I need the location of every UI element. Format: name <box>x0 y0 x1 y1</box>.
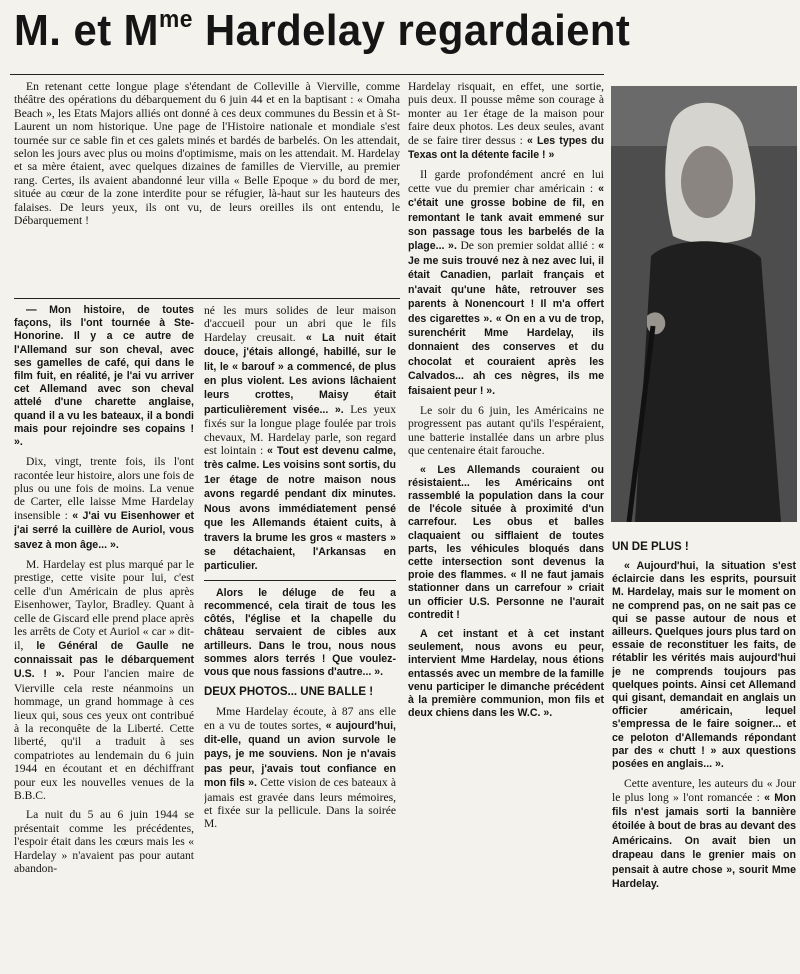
col2-p3-text: Mme Hardelay écoute, à 87 ans elle en a vu de toutes sortes, <box>204 705 396 732</box>
coat-shape <box>635 241 781 522</box>
col3-p2-text: Il garde profondément ancré en lui cette vue du premier char américain : <box>408 168 604 195</box>
col1-p3-cont: Pour l'ancien maire de Vierville cela reste néanmoins un hommage, un grand hommage à ces lieux qui, sous ces yeux ont contribué à la reconquête de la Liberté. Cette liberté, qu'il a traduit à ses compatriotes au lendemain du 6 juin 1944 en écoutant et en déchiffrant pour eux les nouvelles venues de la B.B.C. <box>14 667 194 802</box>
col3-p2-cont: De son premier soldat allié : <box>460 239 595 253</box>
column-4 <box>612 536 796 972</box>
col3-quote3: « Les Allemands couraient ou résistaient... les Américains ont rassemblé la population dans la cour de l'école située à proximité d'un carrefour. Les obus et balles claquaient ou sifflaient de toutes parts, les véhicules bloqués dans cette intersection sont devenus la proie des flammes. « Il ne faut jamais stationner dans un carrefour » criait un officier U.S. Personne ne l'aurait contredit ! <box>408 463 604 621</box>
col2-subheading: DEUX PHOTOS... UNE BALLE ! <box>204 686 374 699</box>
col4-p2-quote: « Mon fils n'est jamais sorti la bannière étoilée à bout de bras au devant des Américains. On avait bien un drapeau dans le grenier mais on pensait à autre chose », sourit Mme Hardelay. <box>612 791 796 891</box>
col2-paragraph-3 <box>204 705 396 831</box>
col2-quote2: Alors le déluge de feu a recommencé, cela tirait de tous les côtés, l'église et la chapelle du château servaient de cibles aux artilleurs. Dans le trou, nous nous sommes alors terrés ! Que voulez-vous que nous fassions d'autre... ». <box>204 586 396 678</box>
intro-paragraph <box>14 80 400 294</box>
col1-p3-text: M. Hardelay est plus marqué par le prestige, cette visite pour lui, c'est celle d'un Américain de plus après Eisenhower, Taylor, Bradley. Quant à celle de Giscard elle prend place après les arrêts de Coty et Auriol « car » dit-il, <box>14 558 194 652</box>
col3-paragraph-3: Le soir du 6 juin, les Américains ne progressent pas autant qu'ils l'espéraient, une batterie installée dans un arbre plus que centenaire était farouche. <box>408 403 604 458</box>
col1-paragraph-4: La nuit du 5 au 6 juin 1944 se présentait comme les précédentes, l'espoir était dans les cœurs mais les « Hardelay » n'avaient pas pour autant abandon- <box>14 808 194 876</box>
column-2 <box>204 304 396 972</box>
col3-p1-text: Hardelay risquait, en effet, une sortie, puis deux. Il pousse même son courage à monter au 1er étage de la maison pour faire deux photos. Les deux seules, avant de se faire tirer dessus : <box>408 80 604 147</box>
headline <box>14 6 755 68</box>
col3-p2-quote2: « Je me suis trouvé nez à nez avec lui, il était Canadien, parlait français et n'avait qu'une hâte, retrouver ses parents à Nonencourt ! Il m'a offert des cigarettes ». « On en a vu de trop, surenchérit Mme Hardelay, ils donnaient des conserves et du chocolat et couraient après les Calvados... ah ces nègres, ils me faisaient peur ! ». <box>408 240 604 397</box>
headline-part1: M. et M <box>14 6 159 55</box>
col1-quote: — Mon histoire, de toutes façons, ils l'ont tournée à Ste-Honorine. Il y a ce autre de l'Allemand sur son cheval, avec ses gamelles de café, qui dans le film fuit, en réalité, je l'ai vu arriver cet Allemand avec son cheval attelé d'une charette anglaise, quand il a vu les bateaux, il a bondi mais pour rejoindre ses copains ! ». <box>14 304 194 449</box>
column-3 <box>408 80 604 972</box>
column-1 <box>14 304 194 972</box>
col4-paragraph-2 <box>612 777 796 891</box>
intro-text: En retenant cette longue plage s'étendant de Colleville à Vierville, comme théâtre des opérations du débarquement du 6 juin 44 et en la baptisant : « Omaha Beach », les Etats Majors alliés ont donné à ces deux communes du Bessin et à St-Laurent un nom historique. Une page de l'Histoire nationale et mondiale s'est tournée sur ce sable fin et ces galets minés et bardés de barbelés. On les attendait, selon les jours avec plus ou moins d'optimisme, mais on les attendait. M. Hardelay et sa mère étaient, avec quelques dizaines de familles de Vierville, au premier rang. Certes, ils avaient abandonné leur villa « Belle Epoque » du bord de mer, située au cœur de la zone interdite pour se réfugier, là-haut sur les hauteurs des falaises. De leurs yeux, ils ont vu, de leurs oreilles ils ont entendu, le Débarquement ! <box>14 80 400 228</box>
face-shape <box>681 146 733 218</box>
col2-p1-cont: Les yeux fixés sur la longue plage foulée par trois chevaux, M. Hardelay parle, son regard est lointain : <box>204 402 396 458</box>
headline-part2: Hardelay regardaient <box>192 6 631 55</box>
col1-p2-text: Dix, vingt, trente fois, ils l'ont racontée leur histoire, alors une fois de plus ou une fois de moins. La venue de Carter, elle laisse Mme Hardelay insensible : <box>14 455 194 522</box>
col4-p2-text: Cette aventure, les auteurs du « Jour le plus long » l'ont romancée : <box>612 777 796 804</box>
col1-p3-quote: le Général de Gaulle ne connaissait pas le débarquement U.S. ! ». <box>14 639 194 681</box>
col1-paragraph-3 <box>14 558 194 802</box>
col4-quote: « Aujourd'hui, la situation s'est éclaircie dans les esprits, poursuit M. Hardelay, mais sur le moment on ne comprend pas, on ne sait pas ce qui se passe autour de nous et ailleurs. Quelques jours plus tard on essaie de reconstituer les faits, de rétablir les vérités mais aujourd'hui je ne comprends toujours pas quelques points. Ainsi cet Allemand qui gisant, demandait en anglais un officier américain, lequel s'empressa de le faire soigner... et ce peloton d'Allemands répondant par des « chutt ! » aux questions posées en anglais... ». <box>612 560 796 771</box>
col4-subheading: UN DE PLUS ! <box>612 541 689 553</box>
col2-paragraph-1 <box>204 304 396 574</box>
col3-p2-quote: « c'était une grosse bobine de fil, en remontant le tank avait emmené sur son passage tous les barbelés de la plage... ». <box>408 182 604 253</box>
headline-sup: me <box>158 6 193 33</box>
col2-divider <box>204 580 396 581</box>
col3-paragraph-1 <box>408 80 604 162</box>
elderly-woman-icon <box>611 86 797 522</box>
col1-p2-quote: « J'ai vu Eisenhower et j'ai serré la cuillère de Auriol, vous savez à mon âge... ». <box>14 509 194 551</box>
headline-rule <box>10 74 604 75</box>
col2-p3-cont: Cette vision de ces bateaux à jamais est gravée dans leurs mémoires, et fixée sur la pellicule. Dans la soirée M. <box>204 776 396 831</box>
col3-quote4: A cet instant et à cet instant seulement, nous avons eu peur, intervient Mme Hardelay, nous étions entassés avec un membre de la famille venu participer le dimanche précédent à la première communion, mon fils et deux chiens dans les W.C. ». <box>408 628 604 720</box>
col1-paragraph-2 <box>14 455 194 552</box>
col2-p1-text: né les murs solides de leur maison d'accueil pour un abri que le fils Hardelay creusait. <box>204 304 396 344</box>
col2-p1-quote2: « Tout est devenu calme, très calme. Les voisins sont sortis, du 1er étage de notre maison nous avons regardé pendant dix minutes. Nous avons immédiatement pensé que les Allemands étaient cuits, à travers la brume les gros « masters » se détachaient, l'Arkansas en particulier. <box>204 445 396 573</box>
col2-p3-quote: « aujourd'hui, dit-elle, quand un avion survole le pays, je me souviens. Non je n'avais pas peur, j'avais tout confiance en mon fils ». <box>204 719 396 790</box>
col3-p1-quote: « Les types du Texas ont la détente facile ! » <box>408 134 604 162</box>
photo-elderly-woman <box>611 86 797 522</box>
intro-divider <box>14 298 400 299</box>
col2-p1-quote: « La nuit était douce, j'étais allongé, habillé, sur le lit, le « barouf » a commencé, de plus en plus violent. Les avions lâchaient leurs crottes, Maisy était particulièrement visée... ». <box>204 331 396 416</box>
col3-paragraph-2 <box>408 168 604 398</box>
